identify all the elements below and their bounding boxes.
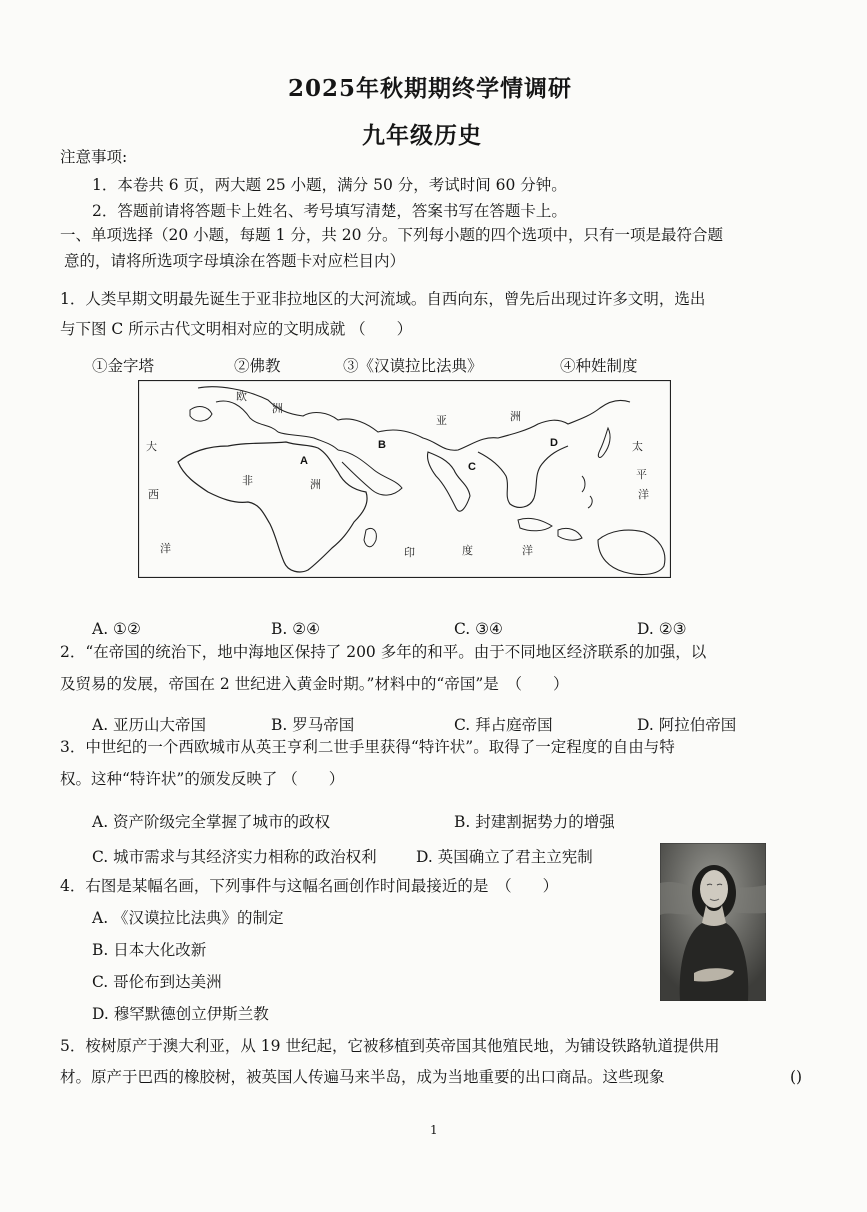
map-label-indian: 印 (404, 546, 415, 559)
q2-option-d: D. 阿拉伯帝国 (637, 716, 737, 734)
q2-option-a: A. 亚历山大帝国 (92, 716, 207, 734)
world-map-svg (138, 380, 671, 578)
map-label-indian: 度 (462, 544, 473, 557)
exam-subtitle: 九年级历史 (362, 122, 482, 149)
map-label-pacific: 太 (632, 440, 643, 453)
map-marker-d: D (550, 437, 558, 449)
question-1-stem: 1．人类早期文明最先诞生于亚非拉地区的大河流域。自西向东，曾先后出现过许多文明，选出 (60, 290, 706, 308)
q1-item: ④种姓制度 (560, 357, 638, 375)
map-label-pacific: 平 (636, 468, 647, 481)
map-label-indian: 洋 (522, 544, 533, 557)
map-label-asia: 亚 (436, 414, 447, 427)
q4-option-d: D. 穆罕默德创立伊斯兰教 (92, 1005, 269, 1023)
map-marker-b: B (378, 439, 386, 451)
page-number: 1 (430, 1123, 438, 1137)
map-label-africa: 洲 (310, 478, 321, 491)
world-map-figure (138, 380, 671, 578)
q1-option-d: D. ②③ (637, 620, 687, 638)
q1-item: ①金字塔 (92, 357, 155, 375)
notice-heading: 注意事项: (60, 148, 128, 166)
q1-option-b: B. ②④ (271, 620, 321, 638)
map-label-atlantic: 洋 (160, 542, 171, 555)
map-label-europe: 洲 (272, 402, 283, 415)
exam-title: 2025年秋期期终学情调研 (288, 75, 573, 102)
notice-item: 2．答题前请将答题卡上姓名、考号填写清楚，答案书写在答题卡上。 (92, 202, 567, 220)
question-1-stem: 与下图 C 所示古代文明相对应的文明成就 （ ） (60, 320, 413, 338)
map-marker-a: A (300, 455, 308, 467)
q4-option-c: C. 哥伦布到达美洲 (92, 973, 222, 991)
map-label-pacific: 洋 (638, 488, 649, 501)
q3-option-b: B. 封建割据势力的增强 (454, 813, 615, 831)
map-label-asia: 洲 (510, 410, 521, 423)
section-instruction: 一、单项选择（20 小题，每题 1 分，共 20 分。下列每小题的四个选项中，只有一项是最符合题 (60, 226, 723, 244)
map-label-atlantic: 大 (146, 440, 157, 453)
q2-option-b: B. 罗马帝国 (271, 716, 355, 734)
question-3-stem: 权。这种“特许状”的颁发反映了 （ ） (60, 770, 345, 788)
question-5-stem: 5．桉树原产于澳大利亚，从 19 世纪起，它被移植到英帝国其他殖民地，为铺设铁路轨道提供用 (60, 1037, 720, 1055)
q4-option-b: B. 日本大化改新 (92, 941, 207, 959)
q3-option-d: D. 英国确立了君主立宪制 (416, 848, 593, 866)
map-label-africa: 非 (242, 474, 253, 487)
question-3-stem: 3．中世纪的一个西欧城市从英王亨利二世手里获得“特许状”。取得了一定程度的自由与特 (60, 738, 675, 756)
section-instruction: 意的，请将所选项字母填涂在答题卡对应栏目内） (64, 252, 406, 270)
q3-option-c: C. 城市需求与其经济实力相称的政治权利 (92, 848, 377, 866)
q2-option-c: C. 拜占庭帝国 (454, 716, 553, 734)
mona-lisa-painting (660, 843, 766, 1001)
map-label-europe: 欧 (236, 390, 247, 403)
question-5-bracket: () (790, 1068, 803, 1086)
map-label-atlantic: 西 (148, 488, 159, 501)
q1-item: ③《汉谟拉比法典》 (343, 357, 483, 375)
q4-option-a: A. 《汉谟拉比法典》的制定 (92, 909, 284, 927)
q1-item: ②佛教 (234, 357, 281, 375)
q1-option-a: A. ①② (92, 620, 141, 638)
question-5-stem: 材。原产于巴西的橡胶树，被英国人传遍马来半岛，成为当地重要的出口商品。这些现象 (60, 1068, 665, 1086)
q3-option-a: A. 资产阶级完全掌握了城市的政权 (92, 813, 331, 831)
painting-image (660, 843, 766, 1001)
question-2-stem: 及贸易的发展，帝国在 2 世纪进入黄金时期。”材料中的“帝国”是 （ ） (60, 675, 569, 693)
notice-item: 1．本卷共 6 页，两大题 25 小题，满分 50 分，考试时间 60 分钟。 (92, 176, 567, 194)
question-4-stem: 4．右图是某幅名画，下列事件与这幅名画创作时间最接近的是 （ ） (60, 877, 559, 895)
question-2-stem: 2．“在帝国的统治下，地中海地区保持了 200 多年的和平。由于不同地区经济联系的加强，以 (60, 643, 707, 661)
map-marker-c: C (468, 461, 476, 473)
q1-option-c: C. ③④ (454, 620, 503, 638)
